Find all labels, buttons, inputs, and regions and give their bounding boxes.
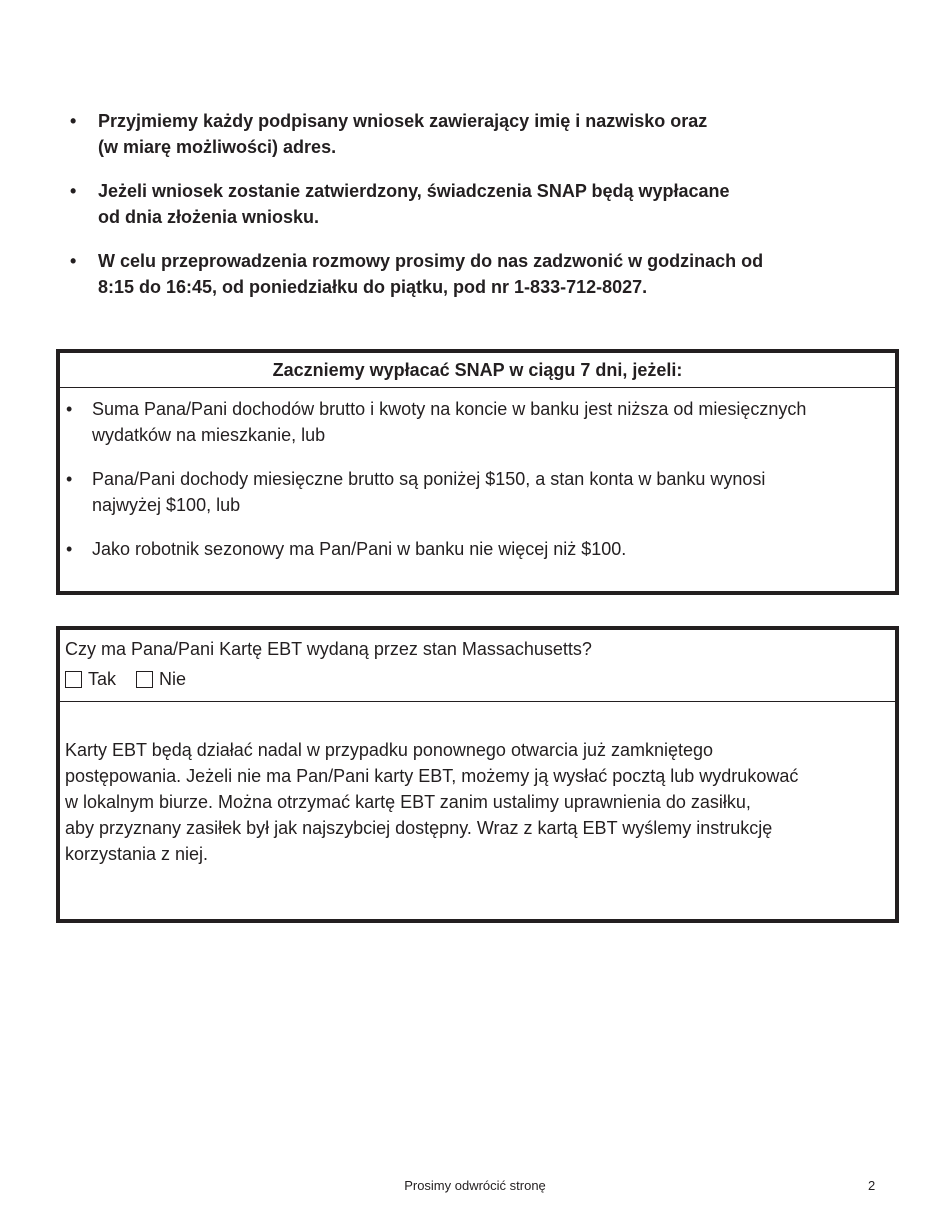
condition-line: najwyżej $100, lub xyxy=(92,495,241,515)
snap-7-days-box xyxy=(56,349,899,595)
bullet-icon: • xyxy=(66,399,73,419)
bullet-icon: • xyxy=(70,251,77,271)
condition-line: Pana/Pani dochody miesięczne brutto są poniżej $150, a stan konta w banku wynosi xyxy=(92,469,766,489)
bullet-line: od dnia złożenia wniosku. xyxy=(98,207,320,227)
ebt-info-line: postępowania. Jeżeli nie ma Pan/Pani karty EBT, możemy ją wysłać pocztą lub wydrukować xyxy=(65,766,799,786)
condition-item xyxy=(60,536,895,562)
bullet-icon: • xyxy=(66,539,73,559)
bullet-line: Przyjmiemy każdy podpisany wniosek zawierający imię i nazwisko oraz xyxy=(98,111,708,131)
condition-line: Jako robotnik sezonowy ma Pan/Pani w banku nie więcej niż $100. xyxy=(92,539,627,559)
ebt-info-text xyxy=(60,702,895,867)
turn-page-note: Prosimy odwrócić stronę xyxy=(404,1178,546,1193)
condition-line: Suma Pana/Pani dochodów brutto i kwoty na koncie w banku jest niższa od miesięcznych xyxy=(92,399,807,419)
ebt-card-box xyxy=(56,626,899,923)
bullet-line: (w miarę możliwości) adres. xyxy=(98,137,337,157)
bullet-line: W celu przeprowadzenia rozmowy prosimy do nas zadzwonić w godzinach od xyxy=(98,251,764,271)
bullet-icon: • xyxy=(66,469,73,489)
option-yes[interactable] xyxy=(65,669,116,689)
page-number: 2 xyxy=(868,1178,876,1193)
yes-checkbox[interactable] xyxy=(65,671,82,688)
bullet-line: Jeżeli wniosek zostanie zatwierdzony, świadczenia SNAP będą wypłacane xyxy=(98,181,730,201)
ebt-question: Czy ma Pana/Pani Kartę EBT wydaną przez stan Massachusetts? xyxy=(65,639,592,659)
condition-item xyxy=(60,396,895,448)
ebt-options xyxy=(65,669,895,689)
info-bullet-list xyxy=(70,108,830,318)
ebt-info-line: Karty EBT będą działać nadal w przypadku ponownego otwarcia już zamkniętego xyxy=(65,740,714,760)
snap-conditions-list xyxy=(60,388,895,562)
snap-7-days-header: Zaczniemy wypłacać SNAP w ciągu 7 dni, jeżeli: xyxy=(60,353,895,388)
info-bullet xyxy=(70,248,830,300)
option-no-label: Nie xyxy=(159,669,187,689)
bullet-icon: • xyxy=(70,111,77,131)
ebt-info-line: korzystania z niej. xyxy=(65,844,209,864)
ebt-info-line: w lokalnym biurze. Można otrzymać kartę EBT zanim ustalimy uprawnienia do zasiłku, xyxy=(65,792,751,812)
bullet-line: 8:15 do 16:45, od poniedziałku do piątku, pod nr 1-833-712-8027. xyxy=(98,277,648,297)
no-checkbox[interactable] xyxy=(136,671,153,688)
info-bullet xyxy=(70,108,830,160)
ebt-question-section xyxy=(60,630,895,702)
condition-item xyxy=(60,466,895,518)
option-no[interactable] xyxy=(136,669,186,689)
ebt-info-line: aby przyznany zasiłek był jak najszybciej dostępny. Wraz z kartą EBT wyślemy instrukcję xyxy=(65,818,773,838)
info-bullet xyxy=(70,178,830,230)
option-yes-label: Tak xyxy=(88,669,117,689)
condition-line: wydatków na mieszkanie, lub xyxy=(92,425,326,445)
bullet-icon: • xyxy=(70,181,77,201)
